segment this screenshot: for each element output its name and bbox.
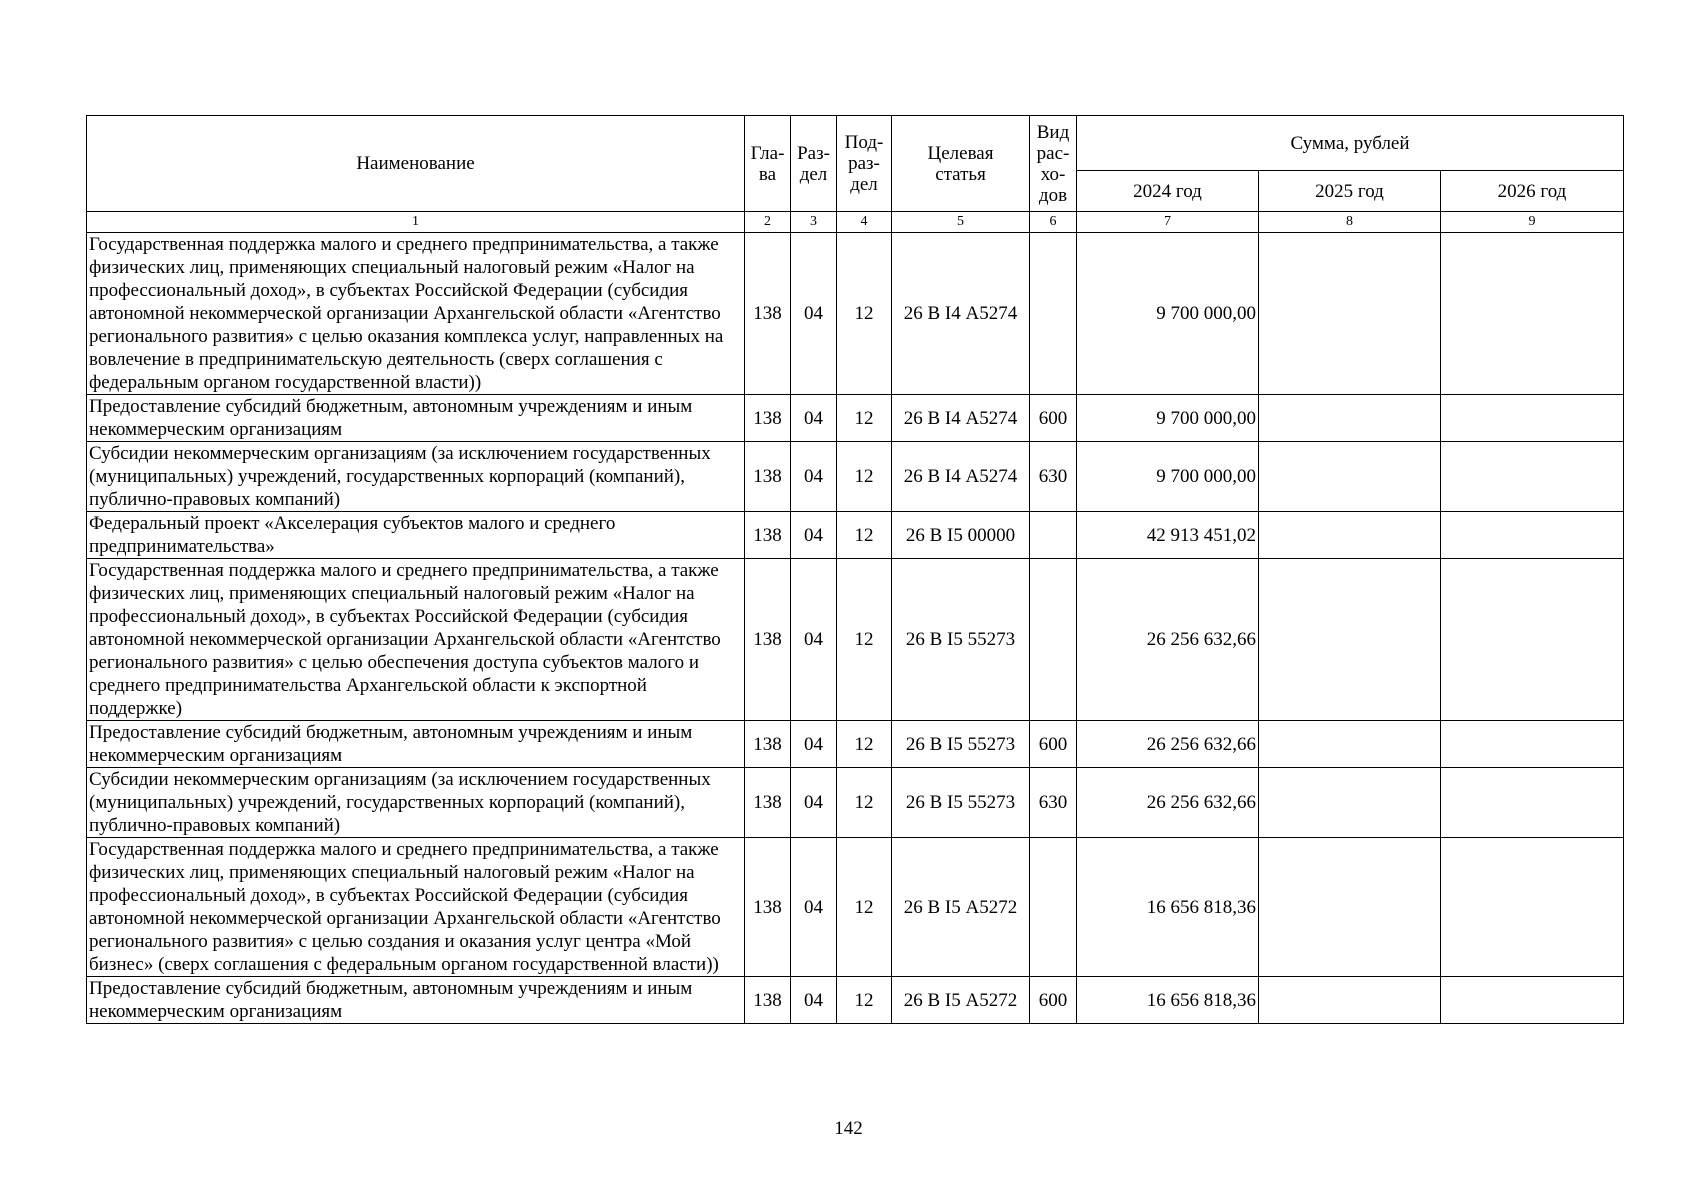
- row-sum-2025: [1259, 512, 1441, 559]
- row-sum-2024: 16 656 818,36: [1077, 977, 1259, 1024]
- row-razdel: 04: [791, 442, 837, 512]
- header-name: Наименование: [87, 116, 745, 212]
- table-row: [87, 838, 1624, 977]
- header-glava: Гла- ва: [745, 116, 791, 212]
- row-vid: [1030, 838, 1077, 977]
- row-celevaya: 26 В I5 А5272: [892, 977, 1030, 1024]
- row-podrazdel: 12: [837, 768, 892, 838]
- row-glava: 138: [745, 721, 791, 768]
- row-celevaya: 26 В I5 00000: [892, 512, 1030, 559]
- row-razdel: 04: [791, 395, 837, 442]
- row-name: Субсидии некоммерческим организациям (за исключением государственных (муниципальных) учреждений, государственных корпораций (компаний), публично-правовых компаний): [87, 442, 745, 512]
- row-glava: 138: [745, 977, 791, 1024]
- column-number: 4: [837, 212, 892, 233]
- header-vid: Вид рас- хо- дов: [1030, 116, 1077, 212]
- row-sum-2026: [1441, 559, 1624, 721]
- row-razdel: 04: [791, 512, 837, 559]
- row-name: Государственная поддержка малого и среднего предпринимательства, а также физических лиц, применяющих специальный налоговый режим «Налог на профессиональный доход», в субъектах Российской Федерации (субсидия автономной некоммерческой организации Архангельской области «Агентство регионального развития» с целью создания и оказания услуг центра «Мой бизнес» (сверх соглашения с федеральным органом государственной власти)): [87, 838, 745, 977]
- table-row: [87, 977, 1624, 1024]
- table-row: [87, 233, 1624, 395]
- row-glava: 138: [745, 838, 791, 977]
- row-celevaya: 26 В I5 А5272: [892, 838, 1030, 977]
- row-sum-2024: 26 256 632,66: [1077, 721, 1259, 768]
- row-sum-2025: [1259, 395, 1441, 442]
- row-sum-2025: [1259, 233, 1441, 395]
- row-vid: [1030, 512, 1077, 559]
- table-row: [87, 512, 1624, 559]
- column-number: 2: [745, 212, 791, 233]
- row-celevaya: 26 В I5 55273: [892, 559, 1030, 721]
- row-podrazdel: 12: [837, 838, 892, 977]
- table-row: [87, 721, 1624, 768]
- row-sum-2026: [1441, 233, 1624, 395]
- row-sum-2024: 9 700 000,00: [1077, 233, 1259, 395]
- row-sum-2025: [1259, 838, 1441, 977]
- row-sum-2025: [1259, 559, 1441, 721]
- table-row: [87, 442, 1624, 512]
- row-razdel: 04: [791, 768, 837, 838]
- row-vid: [1030, 233, 1077, 395]
- header-2025: 2025 год: [1259, 171, 1441, 212]
- row-glava: 138: [745, 512, 791, 559]
- row-vid: 630: [1030, 768, 1077, 838]
- row-name: Федеральный проект «Акселерация субъектов малого и среднего предпринимательства»: [87, 512, 745, 559]
- table-row: [87, 559, 1624, 721]
- row-sum-2025: [1259, 768, 1441, 838]
- row-sum-2024: 26 256 632,66: [1077, 559, 1259, 721]
- row-podrazdel: 12: [837, 233, 892, 395]
- row-name: Предоставление субсидий бюджетным, автономным учреждениям и иным некоммерческим организациям: [87, 395, 745, 442]
- row-razdel: 04: [791, 977, 837, 1024]
- row-sum-2025: [1259, 977, 1441, 1024]
- row-glava: 138: [745, 395, 791, 442]
- row-sum-2026: [1441, 512, 1624, 559]
- row-vid: [1030, 559, 1077, 721]
- row-sum-2026: [1441, 721, 1624, 768]
- row-sum-2026: [1441, 838, 1624, 977]
- row-vid: 600: [1030, 977, 1077, 1024]
- column-number: 1: [87, 212, 745, 233]
- row-sum-2024: 9 700 000,00: [1077, 442, 1259, 512]
- row-sum-2024: 26 256 632,66: [1077, 768, 1259, 838]
- row-razdel: 04: [791, 721, 837, 768]
- row-name: Предоставление субсидий бюджетным, автономным учреждениям и иным некоммерческим организациям: [87, 721, 745, 768]
- row-sum-2026: [1441, 768, 1624, 838]
- header-2024: 2024 год: [1077, 171, 1259, 212]
- row-razdel: 04: [791, 838, 837, 977]
- row-celevaya: 26 В I4 А5274: [892, 395, 1030, 442]
- header-2026: 2026 год: [1441, 171, 1624, 212]
- row-razdel: 04: [791, 559, 837, 721]
- row-vid: 600: [1030, 395, 1077, 442]
- row-podrazdel: 12: [837, 559, 892, 721]
- row-name: Предоставление субсидий бюджетным, автономным учреждениям и иным некоммерческим организациям: [87, 977, 745, 1024]
- column-number: 9: [1441, 212, 1624, 233]
- column-number: 7: [1077, 212, 1259, 233]
- column-number-row: [87, 212, 1624, 233]
- row-celevaya: 26 В I4 А5274: [892, 442, 1030, 512]
- row-celevaya: 26 В I5 55273: [892, 721, 1030, 768]
- row-podrazdel: 12: [837, 721, 892, 768]
- budget-table: [86, 115, 1624, 1024]
- row-vid: 630: [1030, 442, 1077, 512]
- row-name: Субсидии некоммерческим организациям (за исключением государственных (муниципальных) учреждений, государственных корпораций (компаний), публично-правовых компаний): [87, 768, 745, 838]
- column-number: 3: [791, 212, 837, 233]
- page-number: 142: [834, 1118, 863, 1139]
- row-sum-2026: [1441, 395, 1624, 442]
- row-name: Государственная поддержка малого и среднего предпринимательства, а также физических лиц, применяющих специальный налоговый режим «Налог на профессиональный доход», в субъектах Российской Федерации (субсидия автономной некоммерческой организации Архангельской области «Агентство регионального развития» с целью оказания комплекса услуг, направленных на вовлечение в предпринимательскую деятельность (сверх соглашения с федеральным органом государственной власти)): [87, 233, 745, 395]
- column-number: 6: [1030, 212, 1077, 233]
- row-glava: 138: [745, 559, 791, 721]
- row-name: Государственная поддержка малого и среднего предпринимательства, а также физических лиц, применяющих специальный налоговый режим «Налог на профессиональный доход», в субъектах Российской Федерации (субсидия автономной некоммерческой организации Архангельской области «Агентство регионального развития» с целью обеспечения доступа субъектов малого и среднего предпринимательства Архангельской области к экспортной поддержке): [87, 559, 745, 721]
- header-summa: Сумма, рублей: [1077, 116, 1624, 171]
- row-sum-2025: [1259, 721, 1441, 768]
- row-glava: 138: [745, 442, 791, 512]
- row-sum-2026: [1441, 977, 1624, 1024]
- header-razdel: Раз- дел: [791, 116, 837, 212]
- header-podrazdel: Под- раз- дел: [837, 116, 892, 212]
- row-sum-2026: [1441, 442, 1624, 512]
- row-sum-2024: 16 656 818,36: [1077, 838, 1259, 977]
- column-number: 8: [1259, 212, 1441, 233]
- header-celevaya: Целевая статья: [892, 116, 1030, 212]
- row-celevaya: 26 В I4 А5274: [892, 233, 1030, 395]
- row-razdel: 04: [791, 233, 837, 395]
- row-vid: 600: [1030, 721, 1077, 768]
- row-podrazdel: 12: [837, 395, 892, 442]
- row-podrazdel: 12: [837, 442, 892, 512]
- row-podrazdel: 12: [837, 512, 892, 559]
- row-celevaya: 26 В I5 55273: [892, 768, 1030, 838]
- row-sum-2024: 9 700 000,00: [1077, 395, 1259, 442]
- row-glava: 138: [745, 768, 791, 838]
- row-glava: 138: [745, 233, 791, 395]
- table-row: [87, 395, 1624, 442]
- table-row: [87, 768, 1624, 838]
- column-number: 5: [892, 212, 1030, 233]
- table-body: [87, 233, 1624, 1024]
- row-sum-2024: 42 913 451,02: [1077, 512, 1259, 559]
- row-sum-2025: [1259, 442, 1441, 512]
- row-podrazdel: 12: [837, 977, 892, 1024]
